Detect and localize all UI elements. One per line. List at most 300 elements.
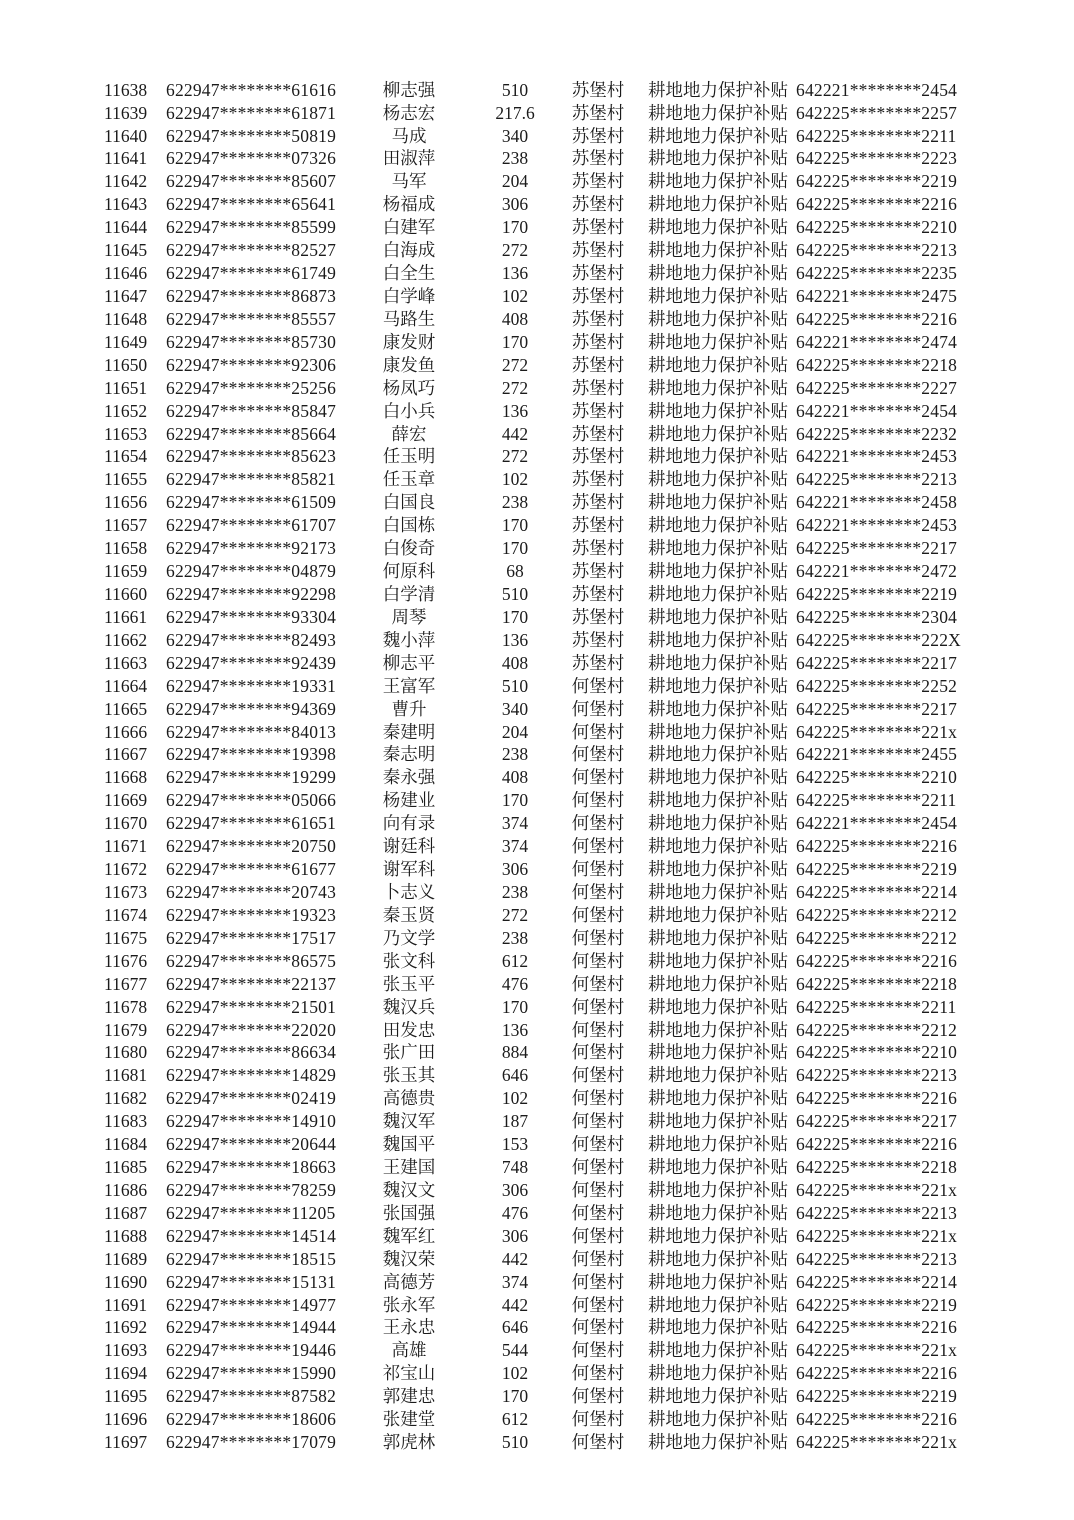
cell-recipient-name: 王富军 [382, 675, 436, 696]
cell-subsidy-type: 耕地地力保护补贴 [648, 469, 788, 490]
cell-masked-id-number: 622947********86873 [166, 286, 337, 306]
cell-amount: 204 [501, 171, 529, 192]
cell-masked-account-number: 642225********2219 [796, 583, 958, 604]
cell-amount: 170 [501, 515, 529, 536]
cell-subsidy-type: 耕地地力保护补贴 [648, 1088, 788, 1109]
cell-masked-id-number: 622947********19331 [166, 675, 337, 696]
cell-recipient-name: 高德贵 [382, 1088, 436, 1109]
cell-masked-id-number: 622947********61749 [166, 263, 337, 284]
cell-sequence-number: 11676 [104, 950, 148, 971]
cell-sequence-number: 11684 [104, 1134, 148, 1155]
cell-subsidy-type: 耕地地力保护补贴 [648, 354, 788, 375]
cell-subsidy-type: 耕地地力保护补贴 [648, 836, 788, 857]
cell-recipient-name: 白学清 [382, 583, 436, 604]
cell-amount: 442 [501, 1294, 529, 1315]
table-row [0, 996, 1074, 1019]
table-row [0, 698, 1074, 721]
cell-recipient-name: 柳志强 [382, 79, 436, 100]
cell-amount: 102 [501, 1363, 529, 1384]
cell-village: 苏堡村 [571, 538, 625, 559]
cell-village: 何堡村 [571, 1065, 625, 1086]
cell-masked-account-number: 642225********2218 [796, 973, 958, 994]
cell-subsidy-type: 耕地地力保护补贴 [648, 813, 788, 834]
cell-amount: 340 [501, 698, 529, 719]
cell-recipient-name: 田淑萍 [382, 148, 436, 169]
table-row [0, 469, 1074, 492]
cell-amount: 136 [501, 400, 529, 421]
cell-subsidy-type: 耕地地力保护补贴 [648, 263, 788, 284]
cell-masked-account-number: 642225********2218 [796, 1157, 958, 1178]
table-row [0, 560, 1074, 583]
cell-sequence-number: 11660 [104, 583, 148, 604]
cell-amount: 170 [501, 790, 529, 811]
cell-subsidy-type: 耕地地力保护补贴 [648, 515, 788, 536]
cell-amount: 408 [501, 308, 529, 329]
cell-masked-account-number: 642225********2217 [796, 698, 958, 719]
cell-masked-account-number: 642225********2210 [796, 217, 958, 238]
table-row [0, 1431, 1074, 1454]
table-row [0, 1294, 1074, 1317]
cell-village: 苏堡村 [571, 492, 625, 513]
cell-village: 何堡村 [571, 1340, 625, 1361]
cell-amount: 68 [506, 561, 524, 582]
cell-subsidy-type: 耕地地力保护补贴 [648, 1065, 788, 1086]
cell-masked-account-number: 642221********2474 [796, 331, 958, 352]
cell-recipient-name: 郭虎林 [382, 1432, 436, 1453]
cell-amount: 306 [501, 859, 529, 880]
table-row [0, 1042, 1074, 1065]
table-row [0, 813, 1074, 836]
cell-subsidy-type: 耕地地力保护补贴 [648, 492, 788, 513]
cell-masked-account-number: 642225********2216 [796, 1317, 958, 1338]
cell-recipient-name: 卜志义 [382, 881, 436, 902]
cell-subsidy-type: 耕地地力保护补贴 [648, 950, 788, 971]
cell-masked-account-number: 642225********2216 [796, 308, 958, 329]
cell-village: 何堡村 [571, 973, 625, 994]
cell-sequence-number: 11657 [104, 515, 148, 536]
cell-sequence-number: 11693 [104, 1340, 148, 1361]
table-row [0, 492, 1074, 515]
cell-amount: 272 [501, 240, 529, 261]
cell-amount: 170 [501, 331, 529, 352]
cell-masked-id-number: 622947********21501 [166, 996, 337, 1017]
cell-masked-id-number: 622947********87582 [166, 1386, 337, 1407]
table-row [0, 1386, 1074, 1409]
table-row [0, 171, 1074, 194]
cell-sequence-number: 11641 [104, 148, 148, 169]
cell-masked-id-number: 622947********17079 [166, 1432, 337, 1453]
table-row [0, 904, 1074, 927]
cell-recipient-name: 魏汉文 [382, 1179, 436, 1200]
cell-village: 苏堡村 [571, 286, 625, 306]
cell-sequence-number: 11653 [104, 423, 148, 444]
cell-amount: 646 [501, 1317, 529, 1338]
cell-village: 苏堡村 [571, 629, 625, 650]
cell-village: 苏堡村 [571, 194, 625, 215]
table-row [0, 308, 1074, 331]
cell-village: 何堡村 [571, 1157, 625, 1178]
cell-masked-id-number: 622947********82493 [166, 629, 337, 650]
cell-village: 何堡村 [571, 1042, 625, 1063]
cell-masked-account-number: 642225********2214 [796, 1271, 958, 1292]
cell-recipient-name: 白小兵 [382, 400, 436, 421]
cell-subsidy-type: 耕地地力保护补贴 [648, 1363, 788, 1384]
cell-masked-id-number: 622947********85730 [166, 331, 337, 352]
cell-sequence-number: 11668 [104, 767, 148, 788]
cell-amount: 136 [501, 1019, 529, 1040]
table-row [0, 446, 1074, 469]
cell-recipient-name: 张广田 [382, 1042, 436, 1063]
cell-sequence-number: 11646 [104, 263, 148, 284]
cell-amount: 102 [501, 286, 529, 306]
cell-masked-id-number: 622947********92439 [166, 652, 337, 673]
table-row [0, 835, 1074, 858]
cell-village: 何堡村 [571, 836, 625, 857]
cell-masked-account-number: 642225********2210 [796, 1042, 958, 1063]
cell-sequence-number: 11696 [104, 1409, 148, 1430]
cell-subsidy-type: 耕地地力保护补贴 [648, 1202, 788, 1223]
cell-recipient-name: 马军 [391, 171, 427, 192]
cell-subsidy-type: 耕地地力保护补贴 [648, 538, 788, 559]
cell-subsidy-type: 耕地地力保护补贴 [648, 1019, 788, 1040]
cell-amount: 884 [501, 1042, 529, 1063]
cell-sequence-number: 11647 [104, 286, 148, 306]
cell-recipient-name: 薛宏 [391, 423, 427, 444]
cell-masked-id-number: 622947********86575 [166, 950, 337, 971]
cell-masked-account-number: 642225********2216 [796, 1409, 958, 1430]
table-row [0, 767, 1074, 790]
cell-recipient-name: 白国良 [382, 492, 436, 513]
cell-sequence-number: 11681 [104, 1065, 148, 1086]
cell-amount: 442 [501, 423, 529, 444]
cell-subsidy-type: 耕地地力保护补贴 [648, 1409, 788, 1430]
cell-amount: 510 [501, 79, 529, 100]
cell-amount: 408 [501, 652, 529, 673]
cell-village: 苏堡村 [571, 561, 625, 582]
table-row [0, 652, 1074, 675]
cell-subsidy-type: 耕地地力保护补贴 [648, 286, 788, 306]
table-row [0, 1179, 1074, 1202]
cell-masked-id-number: 622947********14944 [166, 1317, 337, 1338]
cell-subsidy-type: 耕地地力保护补贴 [648, 698, 788, 719]
cell-recipient-name: 王永忠 [382, 1317, 436, 1338]
table-row [0, 148, 1074, 171]
cell-masked-account-number: 642225********2212 [796, 1019, 958, 1040]
table-row [0, 1065, 1074, 1088]
cell-masked-id-number: 622947********61871 [166, 102, 337, 123]
cell-masked-id-number: 622947********19299 [166, 767, 337, 788]
cell-amount: 272 [501, 446, 529, 467]
cell-masked-id-number: 622947********04879 [166, 561, 337, 582]
cell-amount: 476 [501, 1202, 529, 1223]
cell-masked-account-number: 642225********2214 [796, 881, 958, 902]
cell-village: 苏堡村 [571, 308, 625, 329]
cell-masked-account-number: 642225********2219 [796, 859, 958, 880]
table-row [0, 927, 1074, 950]
cell-amount: 204 [501, 721, 529, 742]
cell-masked-id-number: 622947********85557 [166, 308, 337, 329]
cell-sequence-number: 11666 [104, 721, 148, 742]
cell-subsidy-type: 耕地地力保护补贴 [648, 217, 788, 238]
cell-masked-account-number: 642225********2213 [796, 1065, 958, 1086]
cell-masked-id-number: 622947********17517 [166, 927, 337, 948]
cell-recipient-name: 张建堂 [382, 1409, 436, 1430]
cell-village: 苏堡村 [571, 125, 625, 146]
cell-masked-account-number: 642225********2235 [796, 263, 958, 284]
cell-masked-id-number: 622947********18663 [166, 1157, 337, 1178]
cell-sequence-number: 11650 [104, 354, 148, 375]
cell-masked-account-number: 642225********2216 [796, 1134, 958, 1155]
cell-village: 何堡村 [571, 881, 625, 902]
cell-sequence-number: 11661 [104, 606, 148, 627]
cell-subsidy-type: 耕地地力保护补贴 [648, 904, 788, 925]
cell-sequence-number: 11640 [104, 125, 148, 146]
cell-masked-account-number: 642225********2227 [796, 377, 958, 398]
cell-recipient-name: 柳志平 [382, 652, 436, 673]
cell-village: 何堡村 [571, 767, 625, 788]
cell-recipient-name: 秦玉贤 [382, 904, 436, 925]
cell-sequence-number: 11665 [104, 698, 148, 719]
table-row [0, 194, 1074, 217]
cell-sequence-number: 11686 [104, 1179, 148, 1200]
cell-subsidy-type: 耕地地力保护补贴 [648, 629, 788, 650]
cell-village: 何堡村 [571, 1294, 625, 1315]
cell-village: 何堡村 [571, 927, 625, 948]
cell-masked-id-number: 622947********82527 [166, 240, 337, 261]
cell-recipient-name: 马成 [391, 125, 427, 146]
cell-subsidy-type: 耕地地力保护补贴 [648, 996, 788, 1017]
cell-sequence-number: 11673 [104, 881, 148, 902]
cell-masked-id-number: 622947********92173 [166, 538, 337, 559]
cell-subsidy-type: 耕地地力保护补贴 [648, 148, 788, 169]
cell-subsidy-type: 耕地地力保护补贴 [648, 1386, 788, 1407]
table-row [0, 1340, 1074, 1363]
cell-sequence-number: 11656 [104, 492, 148, 513]
cell-amount: 170 [501, 996, 529, 1017]
cell-village: 何堡村 [571, 1202, 625, 1223]
table-row [0, 262, 1074, 285]
cell-village: 苏堡村 [571, 79, 625, 100]
cell-amount: 170 [501, 217, 529, 238]
cell-recipient-name: 高雄 [391, 1340, 427, 1361]
cell-amount: 374 [501, 836, 529, 857]
cell-amount: 510 [501, 1432, 529, 1453]
cell-recipient-name: 魏小萍 [382, 629, 436, 650]
cell-sequence-number: 11690 [104, 1271, 148, 1292]
table-row [0, 1271, 1074, 1294]
cell-sequence-number: 11645 [104, 240, 148, 261]
cell-subsidy-type: 耕地地力保护补贴 [648, 308, 788, 329]
cell-sequence-number: 11679 [104, 1019, 148, 1040]
cell-recipient-name: 曹升 [391, 698, 427, 719]
cell-masked-id-number: 622947********61616 [166, 79, 337, 100]
cell-sequence-number: 11689 [104, 1248, 148, 1269]
cell-village: 苏堡村 [571, 331, 625, 352]
cell-village: 苏堡村 [571, 263, 625, 284]
cell-subsidy-type: 耕地地力保护补贴 [648, 744, 788, 765]
cell-subsidy-type: 耕地地力保护补贴 [648, 1157, 788, 1178]
cell-village: 何堡村 [571, 904, 625, 925]
cell-recipient-name: 任玉章 [382, 469, 436, 490]
cell-masked-id-number: 622947********85599 [166, 217, 337, 238]
cell-recipient-name: 张玉其 [382, 1065, 436, 1086]
cell-subsidy-type: 耕地地力保护补贴 [648, 1248, 788, 1269]
cell-masked-account-number: 642225********2216 [796, 1363, 958, 1384]
cell-sequence-number: 11674 [104, 904, 148, 925]
cell-amount: 374 [501, 813, 529, 834]
cell-masked-id-number: 622947********50819 [166, 125, 337, 146]
cell-masked-account-number: 642225********2213 [796, 469, 958, 490]
cell-recipient-name: 康发鱼 [382, 354, 436, 375]
cell-recipient-name: 白海成 [382, 240, 436, 261]
cell-recipient-name: 魏汉兵 [382, 996, 436, 1017]
cell-masked-account-number: 642225********2212 [796, 904, 958, 925]
cell-amount: 374 [501, 1271, 529, 1292]
cell-recipient-name: 白国栋 [382, 515, 436, 536]
table-row [0, 950, 1074, 973]
cell-amount: 442 [501, 1248, 529, 1269]
cell-recipient-name: 张文科 [382, 950, 436, 971]
cell-village: 何堡村 [571, 1386, 625, 1407]
cell-sequence-number: 11680 [104, 1042, 148, 1063]
cell-masked-account-number: 642225********2216 [796, 950, 958, 971]
cell-subsidy-type: 耕地地力保护补贴 [648, 194, 788, 215]
table-row [0, 1317, 1074, 1340]
cell-masked-account-number: 642225********2219 [796, 1294, 958, 1315]
cell-sequence-number: 11687 [104, 1202, 148, 1223]
cell-masked-account-number: 642225********2223 [796, 148, 958, 169]
cell-amount: 272 [501, 904, 529, 925]
cell-masked-account-number: 642221********2454 [796, 79, 958, 100]
cell-recipient-name: 白学峰 [382, 286, 436, 306]
cell-village: 何堡村 [571, 859, 625, 880]
cell-sequence-number: 11685 [104, 1157, 148, 1178]
cell-village: 何堡村 [571, 698, 625, 719]
cell-subsidy-type: 耕地地力保护补贴 [648, 1432, 788, 1453]
cell-masked-account-number: 642221********2453 [796, 446, 958, 467]
cell-masked-account-number: 642225********2218 [796, 354, 958, 375]
cell-village: 何堡村 [571, 1134, 625, 1155]
cell-amount: 153 [501, 1134, 529, 1155]
table-row [0, 515, 1074, 538]
cell-amount: 136 [501, 263, 529, 284]
cell-masked-id-number: 622947********20743 [166, 881, 337, 902]
cell-masked-id-number: 622947********05066 [166, 790, 337, 811]
cell-amount: 408 [501, 767, 529, 788]
table-row [0, 790, 1074, 813]
cell-village: 何堡村 [571, 1409, 625, 1430]
cell-masked-id-number: 622947********14514 [166, 1225, 337, 1246]
cell-masked-account-number: 642221********2458 [796, 492, 958, 513]
cell-subsidy-type: 耕地地力保护补贴 [648, 1111, 788, 1132]
cell-masked-account-number: 642225********2304 [796, 606, 958, 627]
cell-amount: 748 [501, 1157, 529, 1178]
cell-village: 何堡村 [571, 675, 625, 696]
cell-amount: 217.6 [495, 102, 535, 123]
cell-masked-account-number: 642225********2257 [796, 102, 958, 123]
cell-amount: 272 [501, 377, 529, 398]
cell-sequence-number: 11651 [104, 377, 148, 398]
cell-masked-id-number: 622947********20644 [166, 1134, 337, 1155]
cell-village: 苏堡村 [571, 217, 625, 238]
cell-sequence-number: 11643 [104, 194, 148, 215]
cell-subsidy-type: 耕地地力保护补贴 [648, 790, 788, 811]
cell-subsidy-type: 耕地地力保护补贴 [648, 1179, 788, 1200]
cell-masked-id-number: 622947********18515 [166, 1248, 337, 1269]
cell-masked-account-number: 642225********2232 [796, 423, 958, 444]
cell-masked-account-number: 642221********2472 [796, 561, 958, 582]
cell-sequence-number: 11644 [104, 217, 148, 238]
cell-subsidy-type: 耕地地力保护补贴 [648, 79, 788, 100]
cell-masked-account-number: 642225********221x [796, 1225, 958, 1246]
cell-village: 何堡村 [571, 1225, 625, 1246]
cell-recipient-name: 秦永强 [382, 767, 436, 788]
cell-amount: 170 [501, 538, 529, 559]
cell-subsidy-type: 耕地地力保护补贴 [648, 583, 788, 604]
cell-amount: 544 [501, 1340, 529, 1361]
cell-village: 何堡村 [571, 1088, 625, 1109]
cell-sequence-number: 11638 [104, 79, 148, 100]
cell-village: 何堡村 [571, 721, 625, 742]
cell-village: 何堡村 [571, 744, 625, 765]
table-row [0, 1225, 1074, 1248]
cell-sequence-number: 11672 [104, 859, 148, 880]
cell-amount: 306 [501, 194, 529, 215]
cell-village: 苏堡村 [571, 583, 625, 604]
cell-subsidy-type: 耕地地力保护补贴 [648, 675, 788, 696]
cell-amount: 170 [501, 1386, 529, 1407]
cell-sequence-number: 11688 [104, 1225, 148, 1246]
table-row [0, 79, 1074, 102]
table-row [0, 744, 1074, 767]
cell-subsidy-type: 耕地地力保护补贴 [648, 423, 788, 444]
cell-masked-account-number: 642225********2217 [796, 1111, 958, 1132]
table-row [0, 1156, 1074, 1179]
cell-recipient-name: 张国强 [382, 1202, 436, 1223]
cell-subsidy-type: 耕地地力保护补贴 [648, 721, 788, 742]
cell-masked-id-number: 622947********84013 [166, 721, 337, 742]
cell-masked-id-number: 622947********61509 [166, 492, 337, 513]
cell-masked-account-number: 642225********222X [796, 629, 961, 650]
cell-village: 苏堡村 [571, 148, 625, 169]
cell-masked-account-number: 642225********221x [796, 721, 958, 742]
cell-masked-account-number: 642225********2211 [796, 996, 957, 1017]
cell-amount: 102 [501, 469, 529, 490]
cell-recipient-name: 康发财 [382, 331, 436, 352]
cell-sequence-number: 11639 [104, 102, 148, 123]
cell-recipient-name: 郭建忠 [382, 1386, 436, 1407]
cell-masked-id-number: 622947********25256 [166, 377, 337, 398]
cell-village: 苏堡村 [571, 446, 625, 467]
cell-subsidy-type: 耕地地力保护补贴 [648, 652, 788, 673]
cell-subsidy-type: 耕地地力保护补贴 [648, 561, 788, 582]
cell-masked-id-number: 622947********65641 [166, 194, 337, 215]
table-row [0, 675, 1074, 698]
cell-sequence-number: 11655 [104, 469, 148, 490]
cell-sequence-number: 11652 [104, 400, 148, 421]
cell-village: 苏堡村 [571, 240, 625, 261]
cell-masked-id-number: 622947********85664 [166, 423, 337, 444]
table-row [0, 1248, 1074, 1271]
cell-village: 苏堡村 [571, 171, 625, 192]
cell-amount: 510 [501, 675, 529, 696]
cell-masked-id-number: 622947********15131 [166, 1271, 337, 1292]
cell-recipient-name: 田发忠 [382, 1019, 436, 1040]
cell-village: 何堡村 [571, 1432, 625, 1453]
cell-masked-account-number: 642225********2216 [796, 1088, 958, 1109]
cell-masked-id-number: 622947********92298 [166, 583, 337, 604]
cell-recipient-name: 白建军 [382, 217, 436, 238]
